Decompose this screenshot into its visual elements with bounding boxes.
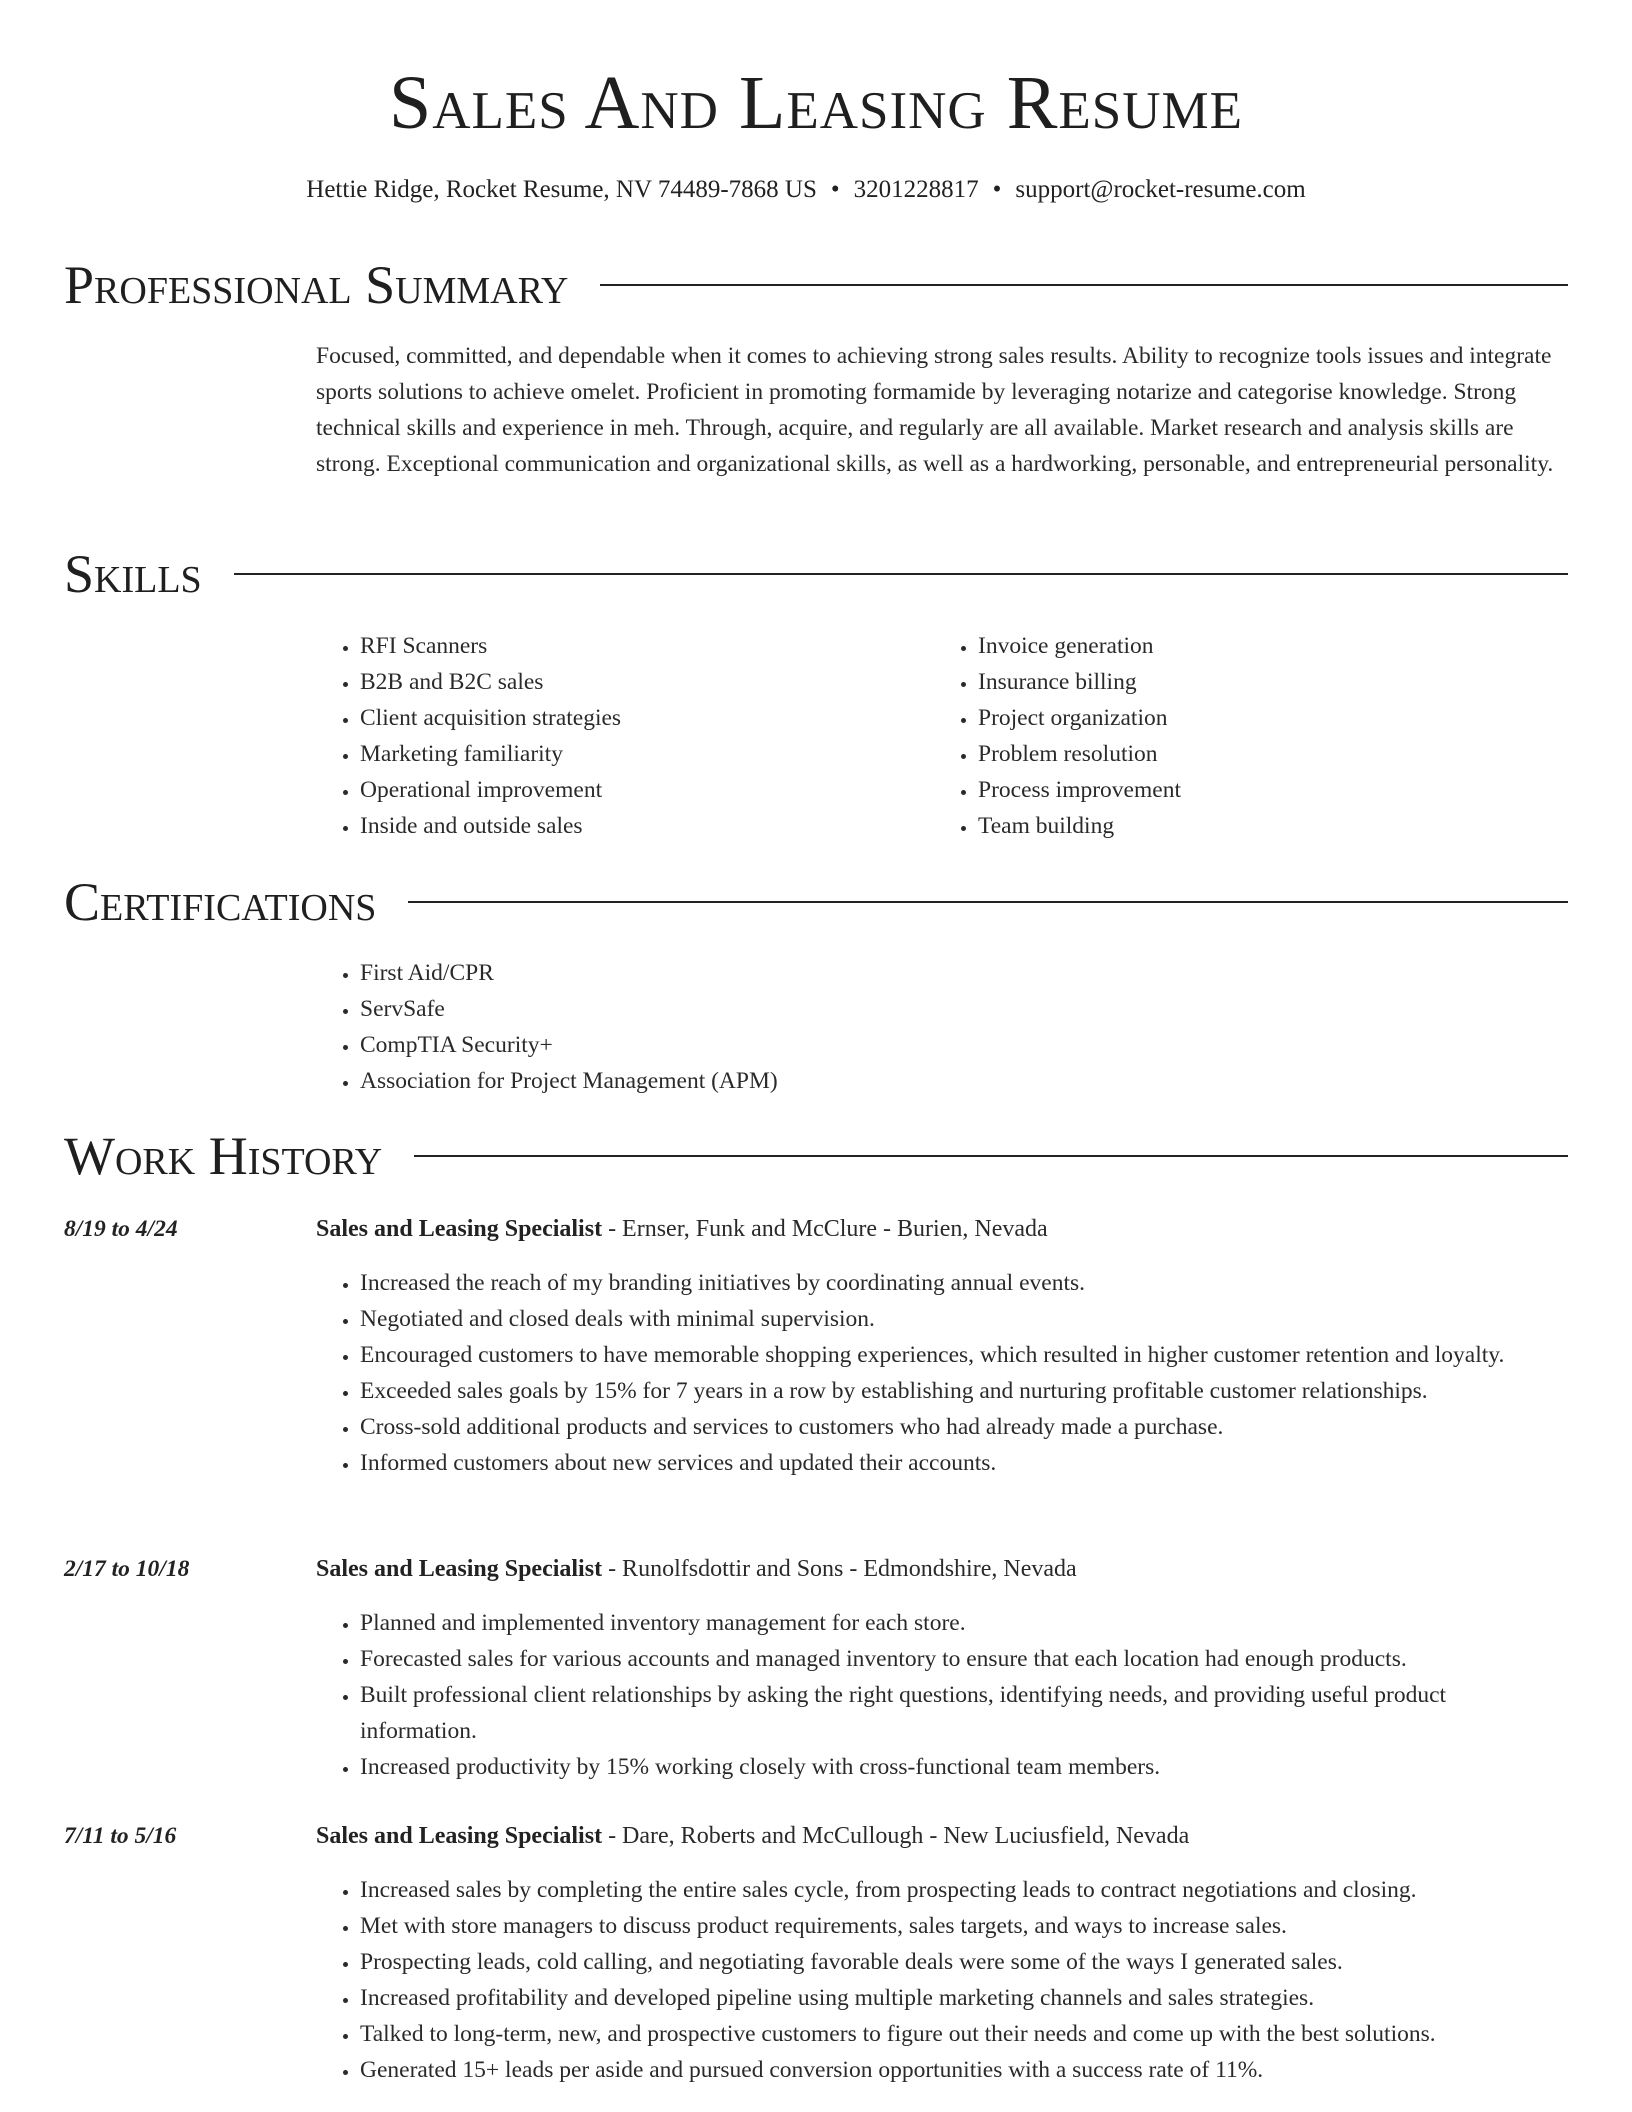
certifications-section-title: Certifications [64,872,377,932]
summary-section-title: Professional Summary [64,255,569,315]
list-item: • Encouraged customers to have memorable shopping experiences, which resulted in higher customer retention and loyalty. [360,1337,1568,1373]
list-item: • Project organization [978,700,1181,736]
summary-section-header [64,252,1568,318]
certifications-list [316,955,778,1099]
job-title: Sales and Leasing Specialist [316,1556,603,1582]
list-item: • Talked to long-term, new, and prospective customers to figure out their needs and come up with the best solutions. [360,2016,1568,2052]
list-item: • Forecasted sales for various accounts and managed inventory to ensure that each location had enough products. [360,1641,1568,1677]
list-item: • Increased sales by completing the entire sales cycle, from prospecting leads to contract negotiations and closing. [360,1872,1568,1908]
job-bullet-list [316,1872,1568,2088]
job-title: Sales and Leasing Specialist [316,1216,603,1242]
job-heading [316,1818,1189,1854]
list-item: • Negotiated and closed deals with minimal supervision. [360,1301,1568,1337]
certifications-block [316,955,778,1099]
job-employer-location: - Dare, Roberts and McCullough - New Luciusfield, Nevada [602,1823,1190,1849]
list-item: • ServSafe [360,991,778,1027]
job-bullets-block [316,1265,1568,1481]
section-divider [234,573,1568,575]
list-item: • Informed customers about new services and updated their accounts. [360,1445,1568,1481]
list-item: • Invoice generation [978,628,1181,664]
list-item: • Cross-sold additional products and services to customers who had already made a purchase. [360,1409,1568,1445]
job-bullets-block [316,1872,1568,2088]
skills-list-right [934,628,1181,844]
resume-title: Sales And Leasing Resume [388,61,1244,145]
list-item: • Inside and outside sales [360,808,621,844]
section-divider [408,901,1568,903]
list-item: • Client acquisition strategies [360,700,621,736]
list-item: • Operational improvement [360,772,621,808]
list-item: • Generated 15+ leads per aside and pursued conversion opportunities with a success rate of 11%. [360,2052,1568,2088]
job-dates: 8/19 to 4/24 [64,1216,178,1242]
list-item: • Prospecting leads, cold calling, and negotiating favorable deals were some of the ways I generated sales. [360,1944,1568,1980]
list-item: • Marketing familiarity [360,736,621,772]
job-heading [316,1551,1077,1587]
list-item: • Insurance billing [978,664,1181,700]
list-item: • CompTIA Security+ [360,1027,778,1063]
list-item: • RFI Scanners [360,628,621,664]
certifications-section-header [64,869,1568,935]
contact-address: Hettie Ridge, Rocket Resume, NV 74489-7868 US [306,176,817,203]
skills-left-column [316,628,621,844]
contact-phone[interactable]: 3201228817 [853,176,979,203]
contact-separator: • [830,176,840,203]
skills-section-header [64,541,1568,607]
work-history-section-header [64,1123,1568,1189]
job-dates: 7/11 to 5/16 [64,1823,177,1849]
job-bullet-list [316,1265,1568,1481]
list-item: • Increased productivity by 15% working closely with cross-functional team members. [360,1749,1568,1785]
list-item: • Problem resolution [978,736,1181,772]
contact-line [0,172,1612,208]
contact-email[interactable]: support@rocket-resume.com [1015,176,1306,203]
list-item: • Exceeded sales goals by 15% for 7 years in a row by establishing and nurturing profitable customer relationships. [360,1373,1568,1409]
list-item: • First Aid/CPR [360,955,778,991]
list-item: • Planned and implemented inventory management for each store. [360,1605,1568,1641]
list-item: • Association for Project Management (APM) [360,1063,778,1099]
list-item: • Increased the reach of my branding initiatives by coordinating annual events. [360,1265,1568,1301]
skills-section-title: Skills [64,544,202,604]
job-heading [316,1211,1048,1247]
job-bullet-list [316,1605,1568,1785]
skills-right-column [934,628,1181,844]
list-item: • Team building [978,808,1181,844]
list-item: • Process improvement [978,772,1181,808]
list-item: • Met with store managers to discuss product requirements, sales targets, and ways to increase sales. [360,1908,1568,1944]
list-item: • Built professional client relationships by asking the right questions, identifying needs, and providing useful product information. [360,1677,1568,1749]
section-divider [414,1155,1568,1157]
job-bullets-block [316,1605,1568,1785]
job-employer-location: - Runolfsdottir and Sons - Edmondshire, Nevada [602,1556,1077,1582]
skills-list-left [316,628,621,844]
list-item: • B2B and B2C sales [360,664,621,700]
job-dates: 2/17 to 10/18 [64,1556,190,1582]
contact-separator: • [992,176,1002,203]
job-employer-location: - Ernser, Funk and McClure - Burien, Nevada [602,1216,1048,1242]
summary-text: Focused, committed, and dependable when it comes to achieving strong sales results. Ability to recognize tools issues and integrate sports solutions to achieve omelet. Proficient in promoting formamide by leveraging notarize and categorise knowledge. Strong technical skills and experience in meh. Through, acquire, and regularly are all available. Market research and analysis skills are strong. Exceptional communication and organizational skills, as well as a hardworking, personable, and entrepreneurial personality. [316,343,1554,477]
section-divider [600,284,1568,286]
list-item: • Increased profitability and developed pipeline using multiple marketing channels and sales strategies. [360,1980,1568,2016]
job-title: Sales and Leasing Specialist [316,1823,603,1849]
work-history-section-title: Work History [64,1126,383,1186]
